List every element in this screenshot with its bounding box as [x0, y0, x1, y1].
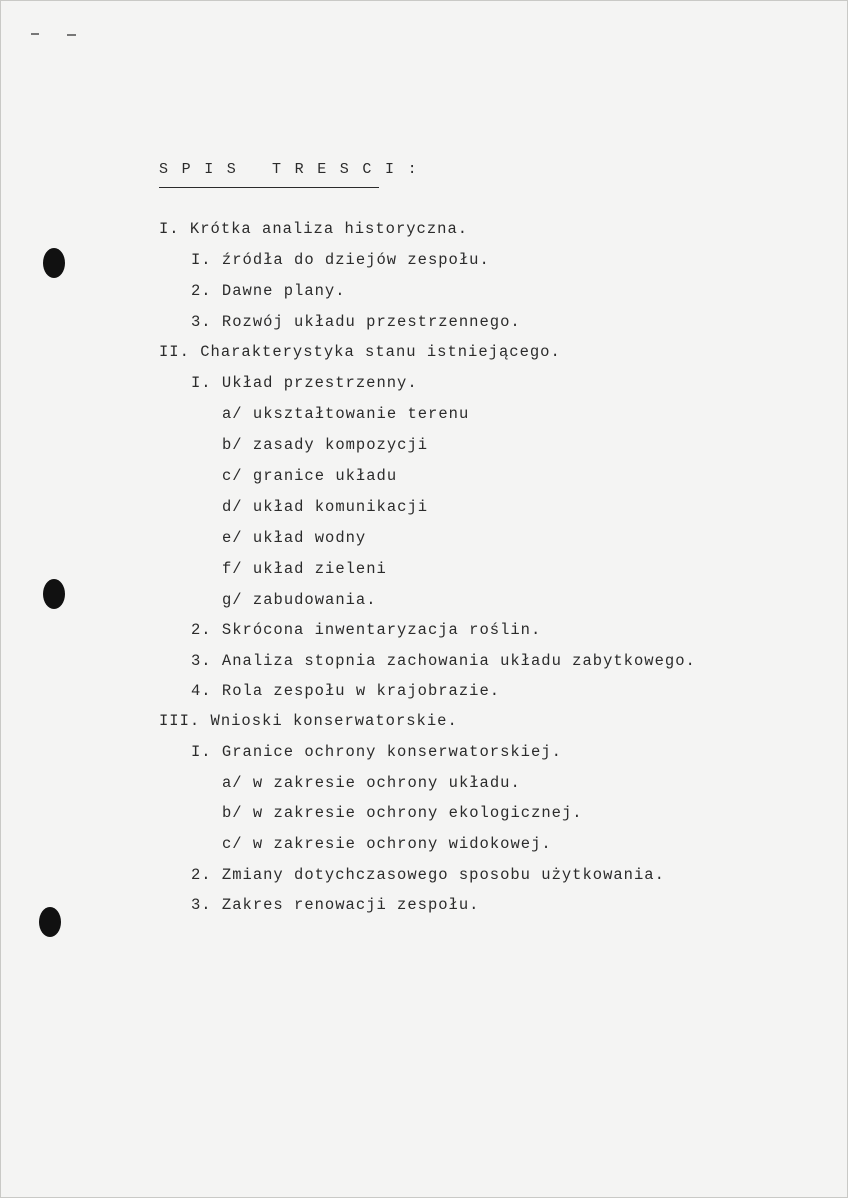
page-title: SPIS TRESCI:	[159, 161, 431, 178]
toc-number: 3.	[191, 896, 212, 914]
toc-text: układ zieleni	[252, 560, 387, 578]
toc-item	[191, 281, 346, 301]
toc-text: Dawne plany.	[221, 282, 346, 300]
toc-item	[191, 651, 696, 671]
toc-text: granice układu	[252, 467, 398, 485]
toc-item	[191, 373, 418, 393]
toc-section	[159, 711, 458, 731]
toc-text: Krótka analiza historyczna.	[189, 220, 469, 238]
toc-text: zabudowania.	[252, 591, 377, 609]
toc-text: w zakresie ochrony ekologicznej.	[252, 804, 583, 822]
punch-hole-icon	[43, 579, 65, 609]
toc-item	[191, 742, 562, 762]
toc-subitem	[222, 466, 397, 486]
toc-number: 4.	[191, 682, 212, 700]
toc-number: 3.	[191, 313, 212, 331]
scan-mark	[31, 33, 39, 35]
toc-number: 2.	[191, 866, 212, 884]
toc-subitem	[222, 803, 583, 823]
toc-number: c/	[222, 835, 243, 853]
toc-subitem	[222, 528, 366, 548]
toc-item	[191, 681, 500, 701]
toc-item	[191, 620, 541, 640]
toc-section	[159, 342, 561, 362]
toc-item	[191, 865, 665, 885]
toc-subitem	[222, 773, 521, 793]
toc-number: f/	[222, 560, 243, 578]
toc-number: e/	[222, 529, 243, 547]
toc-number: I.	[191, 251, 212, 269]
toc-item	[191, 895, 479, 915]
toc-subitem	[222, 590, 377, 610]
toc-text: źródła do dziejów zespołu.	[221, 251, 490, 269]
toc-item	[191, 250, 490, 270]
toc-text: układ komunikacji	[252, 498, 429, 516]
toc-number: I.	[191, 374, 212, 392]
toc-number: I.	[191, 743, 212, 761]
toc-text: Analiza stopnia zachowania układu zabytkowego.	[221, 652, 696, 670]
toc-section	[159, 219, 468, 239]
toc-text: Granice ochrony konserwatorskiej.	[221, 743, 562, 761]
toc-text: układ wodny	[252, 529, 367, 547]
toc-number: 2.	[191, 282, 212, 300]
toc-number: g/	[222, 591, 243, 609]
toc-text: Wnioski konserwatorskie.	[210, 712, 458, 730]
toc-subitem	[222, 559, 387, 579]
toc-subitem	[222, 497, 428, 517]
toc-text: w zakresie ochrony widokowej.	[252, 835, 552, 853]
toc-number: c/	[222, 467, 243, 485]
toc-text: Zakres renowacji zespołu.	[221, 896, 480, 914]
toc-number: a/	[222, 405, 243, 423]
toc-subitem	[222, 834, 552, 854]
title-underline	[159, 187, 379, 188]
toc-text: zasady kompozycji	[252, 436, 429, 454]
toc-text: Rozwój układu przestrzennego.	[221, 313, 521, 331]
toc-number: a/	[222, 774, 243, 792]
toc-text: Charakterystyka stanu istniejącego.	[200, 343, 561, 361]
toc-subitem	[222, 404, 469, 424]
punch-hole-icon	[43, 248, 65, 278]
toc-text: w zakresie ochrony układu.	[252, 774, 521, 792]
toc-text: Zmiany dotychczasowego sposobu użytkowania.	[221, 866, 665, 884]
toc-number: b/	[222, 436, 243, 454]
toc-text: Układ przestrzenny.	[221, 374, 418, 392]
toc-number: III.	[159, 712, 201, 730]
toc-subitem	[222, 435, 428, 455]
toc-text: Rola zespołu w krajobrazie.	[221, 682, 501, 700]
toc-number: II.	[159, 343, 190, 361]
scan-mark	[67, 34, 76, 36]
toc-number: b/	[222, 804, 243, 822]
toc-number: 3.	[191, 652, 212, 670]
toc-number: I.	[159, 220, 180, 238]
toc-text: Skrócona inwentaryzacja roślin.	[221, 621, 542, 639]
toc-number: 2.	[191, 621, 212, 639]
toc-item	[191, 312, 521, 332]
punch-hole-icon	[39, 907, 61, 937]
toc-text: ukształtowanie terenu	[252, 405, 470, 423]
toc-number: d/	[222, 498, 243, 516]
